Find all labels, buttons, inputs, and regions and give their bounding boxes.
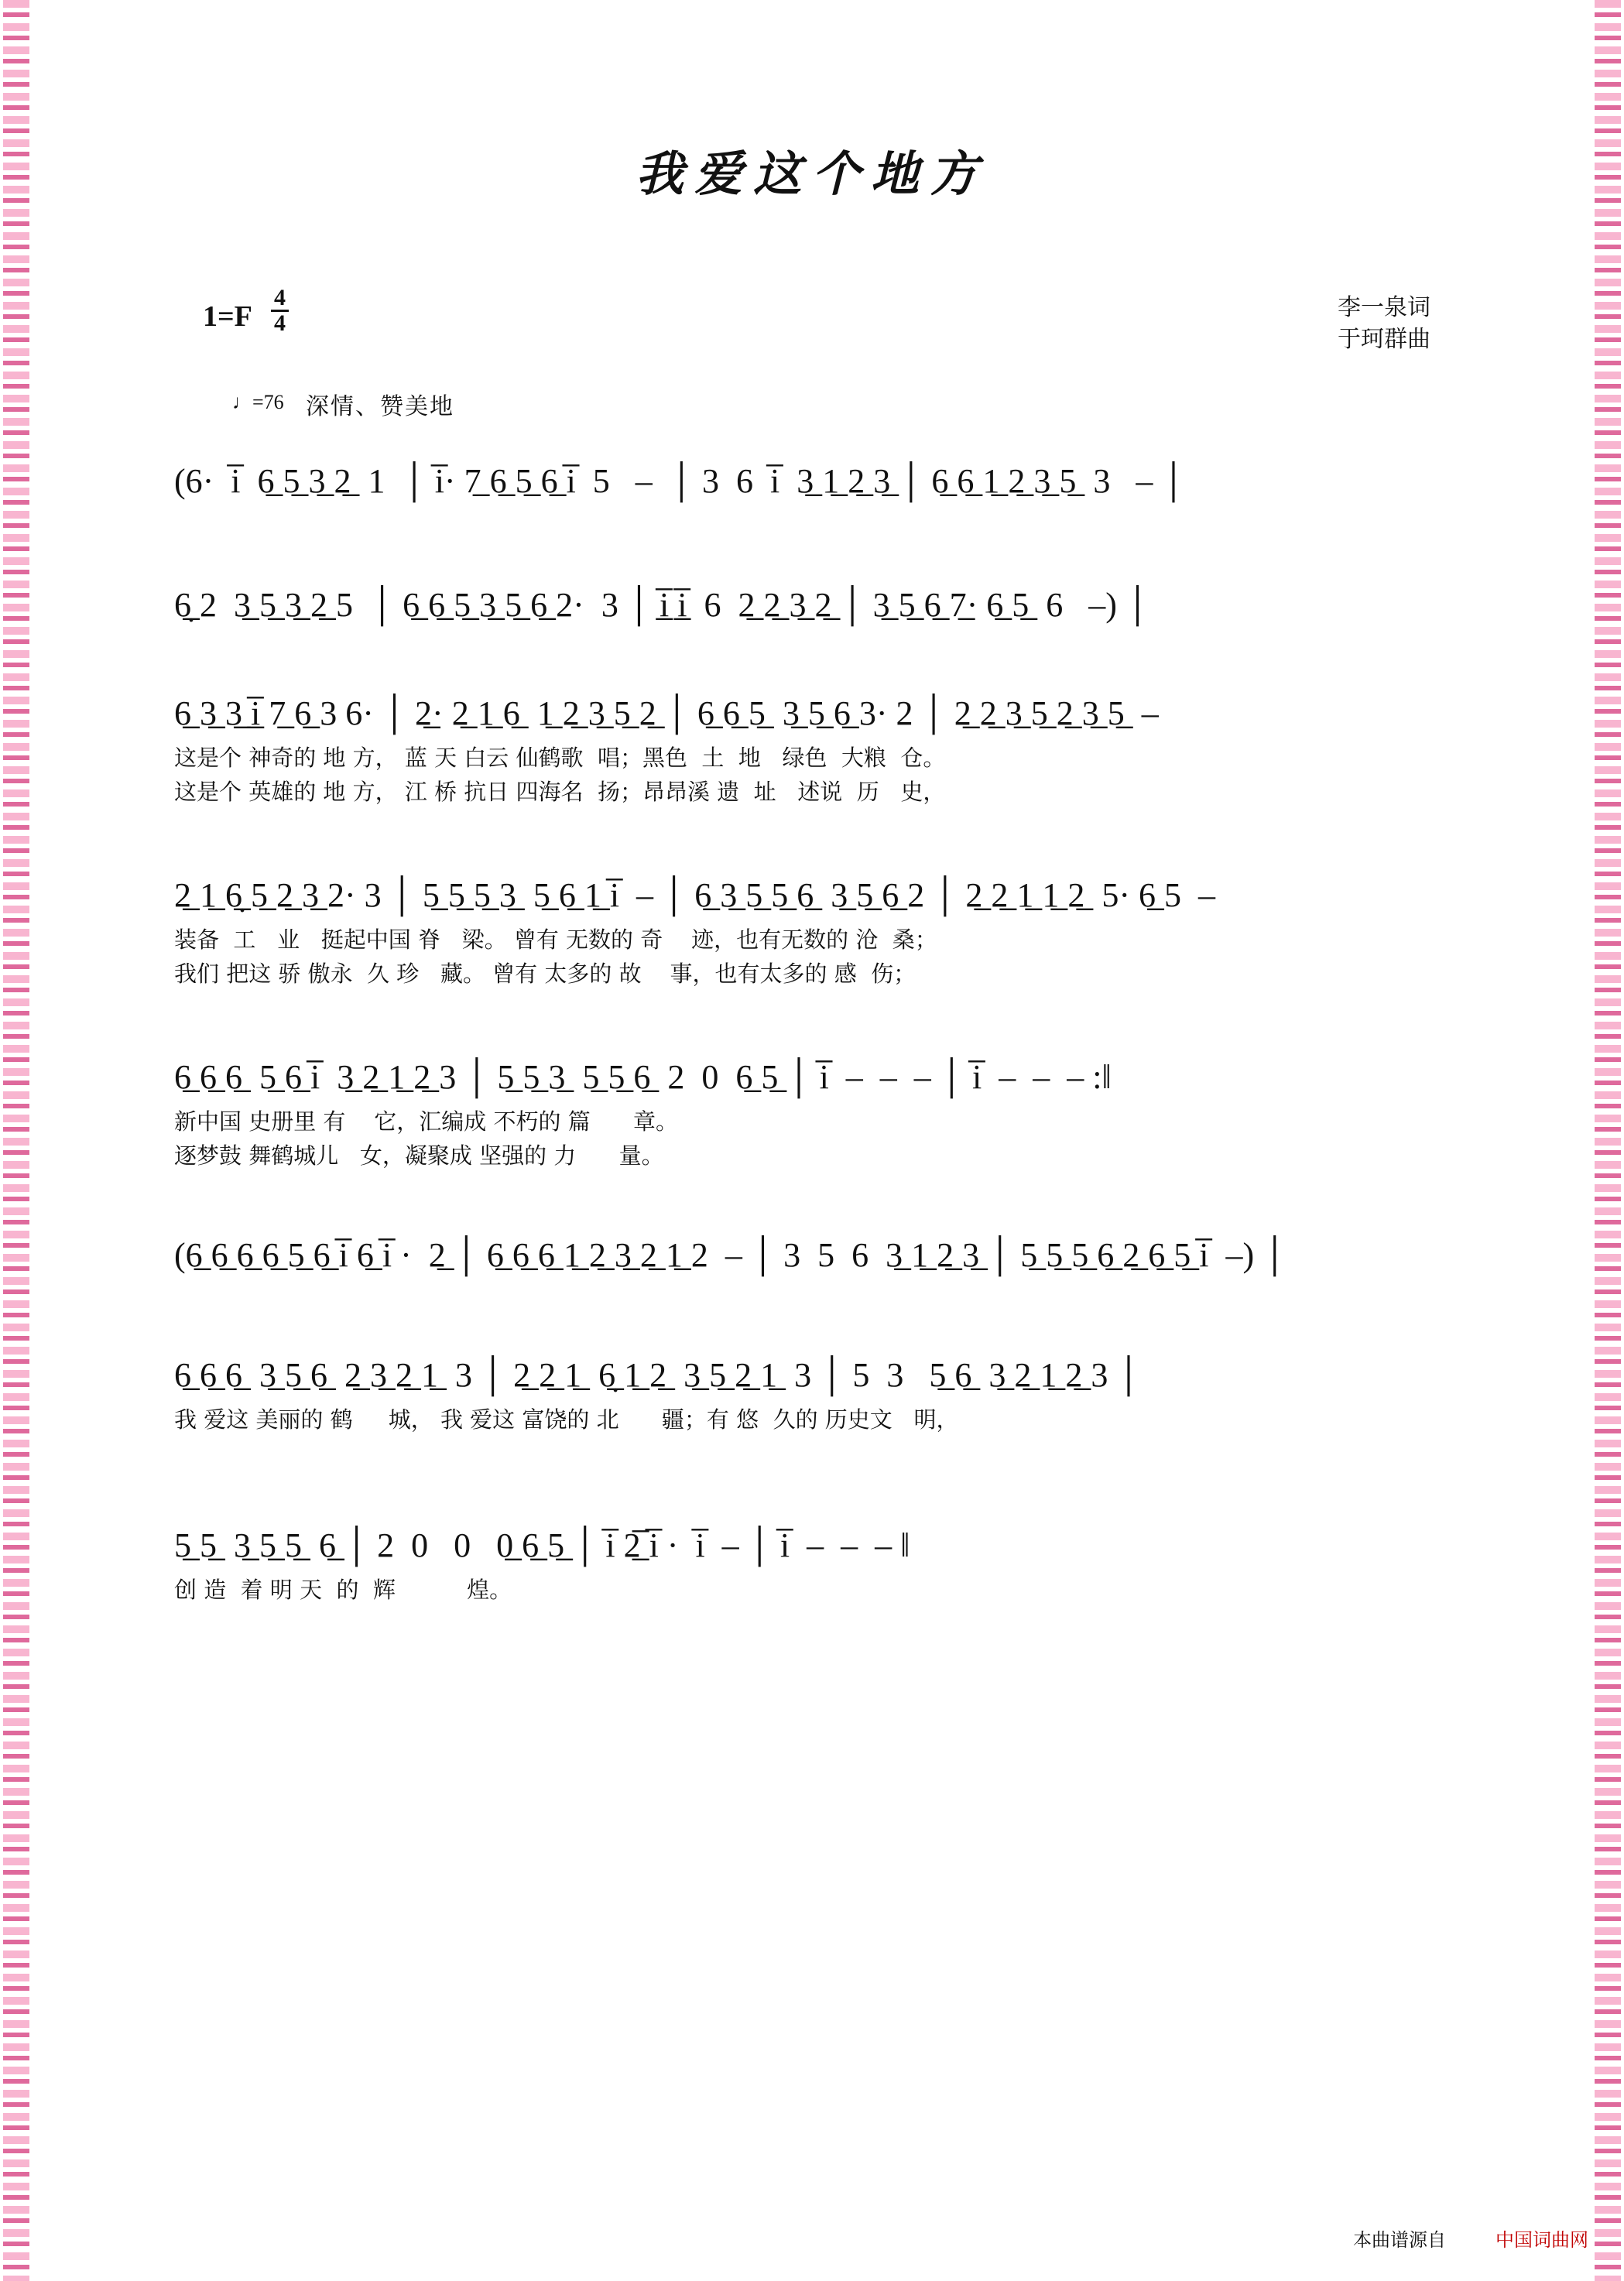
decorative-left-border (3, 0, 29, 2281)
music-system (174, 1238, 1444, 1272)
music-system (174, 878, 1444, 990)
credits (1338, 293, 1430, 355)
decorative-right-border (1595, 0, 1621, 2281)
time-signature-denominator: 4 (273, 310, 286, 336)
tempo-marking: ♩=76 (232, 391, 284, 413)
time-signature (271, 286, 289, 335)
notation-line: 6̲ 6̲ 6̲ 5̲ 6̲ i̅ 3̲ 2̲ 1̲ 2̲ 3 │ 5̲ 5̲ 3̲ 5̲ 5̲ 6̲ 2 0 6̲ 5̲ │ i̅ – – – │ i̅ – – – :‖ (174, 1058, 1112, 1096)
notation-line: (6· i̅ 6̲ 5̲ 3̲ 2̲ 1 │ i̅· 7̲ 6̲ 5̲ 6̲ i̅ 5 – │ 3 6 i̅ 3̲ 1̲ 2̲ 3̲ │ 6̲ 6̲ 1̲ 2̲ 3̲ 5̲ 3 – │ (174, 462, 1186, 500)
lyric-line: 我 爱这 美丽的 鹤 城， 我 爱这 富饶的 北 疆；有 悠 久的 历史文 明， (174, 1406, 959, 1433)
lyric-line: 装备 工 业 挺起中国 脊 梁。 曾有 无数的 奇 迹，也有无数的 沧 桑； (174, 926, 937, 953)
key-signature (203, 286, 289, 335)
composer-credit: 于珂群曲 (1338, 325, 1430, 353)
notation-line: 6̲ 3̲ 3̲ i̲̅ 7̲ 6̲ 3 6· │ 2̲· 2̲ 1̲ 6̲ 1̲ 2̲ 3̲ 5̲ 2̲ │ 6̲ 6̲ 5̲ 3̲ 5̲ 6̲ 3· 2 │ 2̲ 2̲ 3̲ 5̲ 2̲ 3̲ 5̲ – (174, 694, 1159, 732)
source-label: 本曲谱源自 (1353, 2229, 1446, 2251)
notation-line: 6̲ 6̲ 6̲ 3̲ 5̲ 6̲ 2̲ 3̲ 2̲ 1̲ 3 │ 2̲ 2̲ 1̲ 6̣̲ 1̲ 2̲ 3̲ 5̲ 2̲ 1̲ 3 │ 5 3 5̲ 6̲ 3̲ 2̲ 1̲ 2̲ 3 │ (174, 1356, 1141, 1394)
music-system (174, 464, 1444, 498)
music-system (174, 1358, 1444, 1436)
time-signature-numerator: 4 (271, 286, 289, 312)
notation-line: 6̣̲ 2 3̲ 5̲ 3̲ 2̲ 5 │ 6̲ 6̲ 5̲ 3̲ 5̲ 6̲ 2· 3 │ i̲̅ i̲̅ 6 2̲ 2̲ 3̲ 2̲ │ 3̲ 5̲ 6̲ 7̲· 6̲ 5̲ 6 –) │ (174, 586, 1150, 624)
music-system (174, 1526, 1444, 1606)
lyricist-credit: 李一泉词 (1338, 294, 1430, 321)
notation-line: 5̲ 5̲ 3̲ 5̲ 5̲ 6̲ │ 2 0 0 0̲ 6̲ 5̲ │ i̅ 2̲̅ i̅ · i̅ – │ i̅ – – – ‖ (174, 1526, 910, 1564)
lyric-line: 这是个 英雄的 地 方， 江 桥 抗日 四海名 扬；昂昂溪 遗 址 述说 历 史， (174, 779, 946, 806)
music-system (174, 1060, 1444, 1172)
notation-line: 2̲ 1̲ 6̣̲ 5̲ 2̲ 3̲ 2· 3 │ 5̲ 5̲ 5̲ 3̲ 5̲ 6̲ 1̲ i̅ – │ 6̲ 3̲ 5̲ 5̲ 6̲ 3̲ 5̲ 6̲ 2 │ 2̲ 2̲ 1̲ 1̲ 2̲ 5· 6̲ 5 – (174, 876, 1216, 914)
lyric-line: 逐梦鼓 舞鹤城儿 女，凝聚成 坚强的 力 量。 (174, 1142, 664, 1170)
music-system (174, 588, 1444, 622)
lyric-line: 这是个 神奇的 地 方， 蓝 天 白云 仙鹤歌 唱；黑色 土 地 绿色 大粮 仓。 (174, 745, 946, 771)
notation-line: (6̲ 6̲ 6̲ 6̲ 5̲ 6̲ i̅ 6̲ i̅ · 2̲ │ 6̲ 6̲ 6̲ 1̲ 2̲ 3̲ 2̲ 1̲ 2 – │ 3 5 6 3̲ 1̲ 2̲ 3̲ │ 5̲ 5̲ 5̲ 6̲ 2̲ 6̲ 5̲ i̅ –) │ (174, 1236, 1287, 1274)
lyric-line: 创 造 着 明 天 的 辉 煌。 (174, 1577, 512, 1603)
lyric-line: 我们 把这 骄 傲永 久 珍 藏。 曾有 太多的 故 事，也有太多的 感 伤； (174, 961, 916, 988)
music-system (174, 694, 1444, 808)
lyric-line: 新中国 史册里 有 它，汇编成 不朽的 篇 章。 (174, 1108, 679, 1135)
source-site-link[interactable]: 中国词曲网 (1496, 2229, 1588, 2251)
key-signature-text: 1=F (203, 300, 252, 333)
page-title: 我爱这个地方 (635, 146, 988, 202)
expression-marking: 深情、赞美地 (306, 393, 454, 420)
